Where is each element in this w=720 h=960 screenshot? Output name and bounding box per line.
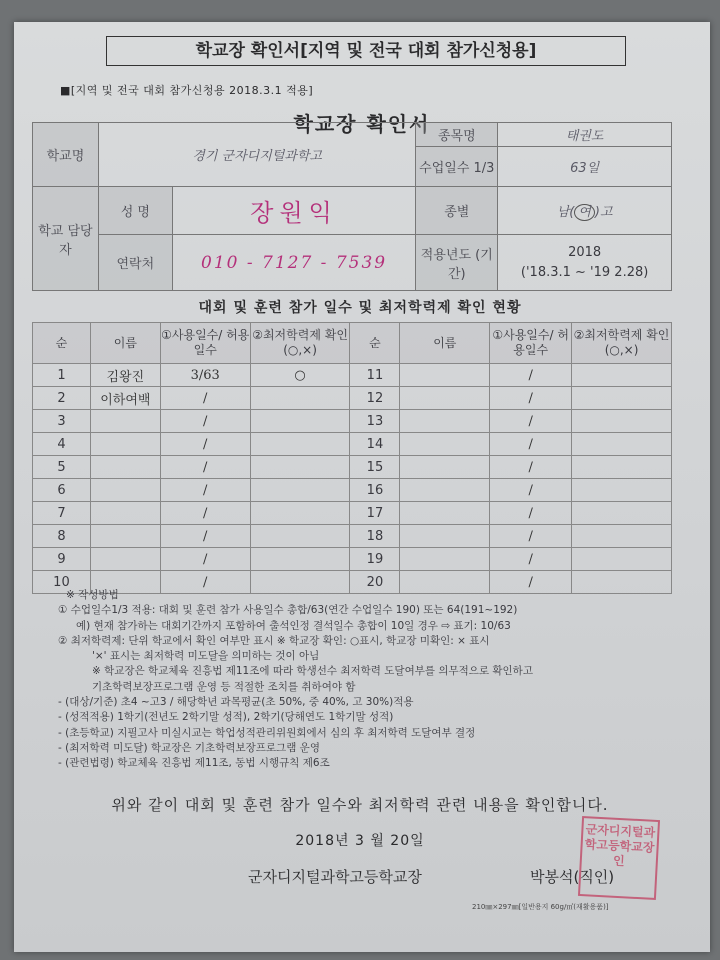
row-no-right: 12 — [350, 387, 400, 410]
row-no-left: 4 — [33, 433, 91, 456]
row-days-right: / — [490, 502, 572, 525]
table-header-row — [33, 323, 672, 364]
row-name-right — [400, 502, 490, 525]
col-header-name-left: 이름 — [90, 323, 160, 364]
row-check-left — [250, 548, 350, 571]
row-name-right — [400, 410, 490, 433]
contact-person-label: 학교 담당자 — [33, 187, 99, 291]
row-no-right: 19 — [350, 548, 400, 571]
row-no-left: 8 — [33, 525, 91, 548]
row-check-left — [250, 525, 350, 548]
principal-school: 군자디지털과학고등학교장 — [248, 868, 422, 886]
participation-table — [32, 322, 672, 594]
type-value: 남( 여 )고 — [498, 187, 672, 235]
table-row — [33, 433, 672, 456]
row-check-right — [572, 525, 672, 548]
row-name-left — [90, 479, 160, 502]
row-name-left: 김왕진 — [90, 364, 160, 387]
paper-size-note: 210㎜×297㎜[일반용지 60g/㎡(재활용품)] — [472, 903, 609, 911]
row-name-left — [90, 548, 160, 571]
info-table — [32, 122, 672, 291]
row-days-left: / — [160, 456, 250, 479]
days-label: 수업일수 1/3 — [416, 147, 498, 187]
row-check-left — [250, 433, 350, 456]
row-name-right — [400, 479, 490, 502]
row-days-right: / — [490, 525, 572, 548]
name-value: 장원익 — [250, 199, 338, 227]
row-name-right — [400, 456, 490, 479]
table-row — [33, 387, 672, 410]
note-line: ※ 학교장은 학교체육 진흥법 제11조에 따라 학생선수 최저학력 도달여부를 의무적으로 확인하고 — [92, 665, 533, 678]
row-days-left: / — [160, 387, 250, 410]
row-days-left: / — [160, 548, 250, 571]
school-label: 학교명 — [33, 123, 99, 187]
notes-heading: ※ 작성방법 — [66, 589, 119, 601]
phone-value: 010 - 7127 - 7539 — [201, 252, 388, 273]
row-check-right — [572, 479, 672, 502]
type-circled: 여 — [574, 204, 595, 221]
note-line: - (최저학력 미도달) 학교장은 기초학력보장프로그램 운영 — [58, 741, 320, 754]
row-check-left: ○ — [250, 364, 350, 387]
note-line: ① 수업일수1/3 적용: 대회 및 훈련 참가 사용일수 총합/63(연간 수업일수 190) 또는 64(191~192) — [58, 604, 518, 617]
table-row — [33, 456, 672, 479]
row-no-left: 9 — [33, 548, 91, 571]
row-name-left — [90, 433, 160, 456]
form-note: ■[지역 및 전국 대회 참가신청용 2018.3.1 적용] — [60, 84, 314, 97]
year-label: 적용년도 (기간) — [416, 235, 498, 291]
phone-label: 연락처 — [98, 235, 172, 291]
row-days-right: / — [490, 548, 572, 571]
row-no-right: 15 — [350, 456, 400, 479]
row-name-right — [400, 548, 490, 571]
confirmation-statement: 위와 같이 대회 및 훈련 참가 일수와 최저학력 관련 내용을 확인합니다. — [111, 796, 609, 814]
top-banner: 학교장 확인서[지역 및 전국 대회 참가신청용] — [106, 36, 626, 66]
col-header-no-left: 순 — [33, 323, 91, 364]
table-row — [33, 364, 672, 387]
col-header-no-right: 순 — [350, 323, 400, 364]
row-check-right — [572, 364, 672, 387]
row-check-left — [250, 456, 350, 479]
row-name-right — [400, 387, 490, 410]
table-row — [33, 548, 672, 571]
row-no-left: 1 — [33, 364, 91, 387]
row-days-right: / — [490, 433, 572, 456]
notes-section — [58, 588, 678, 772]
event-value: 태권도 — [498, 123, 672, 147]
row-days-left: / — [160, 502, 250, 525]
type-label: 종별 — [416, 187, 498, 235]
row-days-left: / — [160, 410, 250, 433]
row-no-right: 20 — [350, 571, 400, 594]
row-days-right: / — [490, 410, 572, 433]
event-label: 종목명 — [416, 123, 498, 147]
row-name-left: 이하여백 — [90, 387, 160, 410]
row-name-left — [90, 502, 160, 525]
row-no-right: 14 — [350, 433, 400, 456]
note-line: ② 최저학력제: 단위 학교에서 확인 여부만 표시 ※ 학교장 확인: ○표시, 학교장 미확인: × 표시 — [58, 634, 490, 647]
row-days-right: / — [490, 479, 572, 502]
row-days-left: / — [160, 525, 250, 548]
issue-date: 2018년 3 월 20일 — [295, 833, 425, 849]
row-no-right: 13 — [350, 410, 400, 433]
row-no-right: 17 — [350, 502, 400, 525]
table-row — [33, 479, 672, 502]
table-row — [33, 502, 672, 525]
row-days-right: / — [490, 571, 572, 594]
row-check-right — [572, 548, 672, 571]
principal-name: 박봉석(직인) — [530, 868, 615, 886]
note-line: - (관련법령) 학교체육 진흥법 제11조, 동법 시행규칙 제6조 — [58, 757, 330, 770]
row-name-left — [90, 525, 160, 548]
section-title: 대회 및 훈련 참가 일수 및 최저학력제 확인 현황 — [198, 300, 522, 316]
year-cell — [498, 235, 672, 291]
row-days-right: / — [490, 456, 572, 479]
row-no-right: 16 — [350, 479, 400, 502]
row-no-left: 3 — [33, 410, 91, 433]
row-check-right — [572, 387, 672, 410]
row-check-left — [250, 387, 350, 410]
col-header-check-left: ②최저학력제 확인(○,×) — [250, 323, 350, 364]
row-check-left — [250, 502, 350, 525]
row-no-left: 6 — [33, 479, 91, 502]
row-days-left: / — [160, 433, 250, 456]
period-value: ('18.3.1 ~ '19 2.28) — [520, 264, 649, 280]
school-value: 경기 군자디지털과학고 — [98, 123, 415, 187]
note-line: - (대상/기준) 초4 ~고3 / 해당학년 과목평균(초 50%, 중 40%, 고 30%)적용 — [58, 696, 414, 709]
row-days-left: / — [160, 571, 250, 594]
row-check-right — [572, 410, 672, 433]
row-days-right: / — [490, 364, 572, 387]
row-name-right — [400, 364, 490, 387]
note-line: 기초학력보장프로그램 운영 등 적절한 조치를 취하여야 함 — [92, 680, 356, 693]
row-no-left: 5 — [33, 456, 91, 479]
name-label: 성 명 — [98, 187, 172, 235]
days-value: 63일 — [498, 147, 672, 187]
row-check-right — [572, 433, 672, 456]
table-row — [33, 525, 672, 548]
document-title: 학교장 확인서 — [293, 112, 431, 136]
note-line: - (성적적용) 1학기(전년도 2학기말 성적), 2학기(당해연도 1학기말 성적) — [58, 711, 394, 724]
note-line: - (초등학교) 지필고사 미실시교는 학업성적관리위원회에서 심의 후 최저학력 도달여부 결정 — [58, 726, 476, 739]
row-days-left: / — [160, 479, 250, 502]
col-header-name-right: 이름 — [400, 323, 490, 364]
year-value: 2018 — [568, 244, 602, 260]
row-no-right: 11 — [350, 364, 400, 387]
official-seal: 군자디지털과학고등학교장인 — [578, 816, 660, 900]
col-header-days-left: ①사용일수/ 허용일수 — [160, 323, 250, 364]
row-no-right: 18 — [350, 525, 400, 548]
row-no-left: 2 — [33, 387, 91, 410]
row-no-left: 10 — [33, 571, 91, 594]
row-days-left: 3/63 — [160, 364, 250, 387]
row-name-right — [400, 433, 490, 456]
note-line: 예) 현재 참가하는 대회기간까지 포함하여 출석인정 결석일수 총합이 10일 경우 ⇨ 표기: 10/63 — [76, 619, 511, 632]
row-check-right — [572, 456, 672, 479]
row-days-right: / — [490, 387, 572, 410]
row-name-left — [90, 456, 160, 479]
table-row — [33, 410, 672, 433]
row-no-left: 7 — [33, 502, 91, 525]
row-check-right — [572, 502, 672, 525]
col-header-check-right: ②최저학력제 확인(○,×) — [572, 323, 672, 364]
note-line: '×' 표시는 최저학력 미도달을 의미하는 것이 아님 — [92, 650, 320, 663]
row-name-left — [90, 410, 160, 433]
row-check-left — [250, 410, 350, 433]
row-check-left — [250, 479, 350, 502]
col-header-days-right: ①사용일수/ 허용일수 — [490, 323, 572, 364]
row-name-right — [400, 525, 490, 548]
